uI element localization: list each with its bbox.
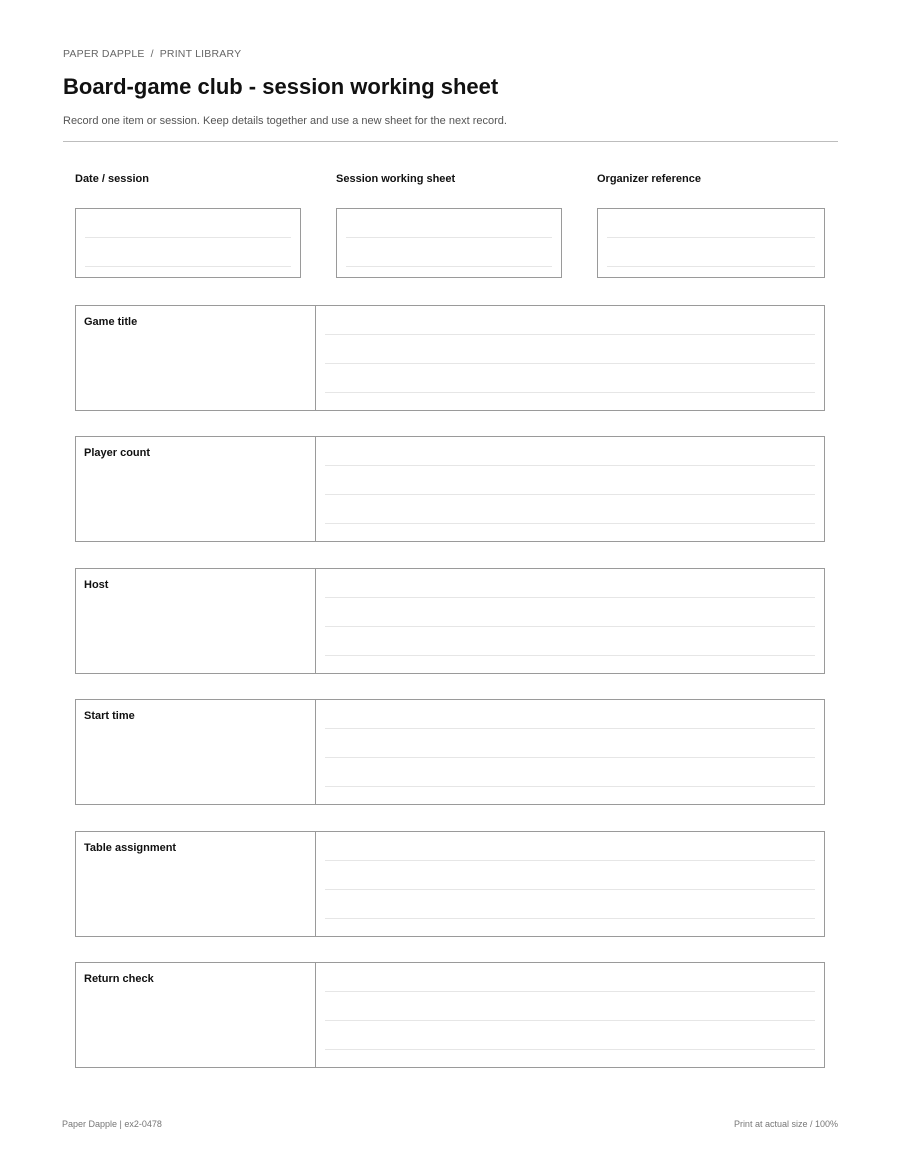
- writing-line: [325, 1020, 815, 1021]
- writing-line: [325, 918, 815, 919]
- footer-print-note: Print at actual size / 100%: [733, 1119, 838, 1129]
- title-divider: [63, 141, 838, 142]
- writing-line: [85, 266, 291, 267]
- writing-line: [85, 237, 291, 238]
- session-working-sheet-label: Session working sheet: [336, 173, 456, 185]
- breadcrumb-separator: /: [150, 48, 154, 60]
- writing-line: [325, 860, 815, 861]
- writing-line: [325, 597, 815, 598]
- writing-line: [325, 991, 815, 992]
- writing-line: [607, 266, 815, 267]
- host-field[interactable]: [316, 569, 824, 673]
- return-check-field[interactable]: [316, 963, 824, 1067]
- table-assignment-field[interactable]: [316, 832, 824, 936]
- organizer-reference-label: Organizer reference: [597, 173, 701, 185]
- return-check-row: [75, 962, 825, 1068]
- writing-line: [325, 465, 815, 466]
- game-title-label-cell: [76, 306, 316, 410]
- writing-line: [325, 392, 815, 393]
- writing-line: [325, 626, 815, 627]
- table-assignment-row: [75, 831, 825, 937]
- start-time-row: [75, 699, 825, 805]
- writing-line: [325, 655, 815, 656]
- session-working-sheet-field[interactable]: [336, 208, 562, 278]
- writing-line: [325, 889, 815, 890]
- writing-line: [325, 523, 815, 524]
- page-title: Board-game club - session working sheet: [63, 74, 499, 99]
- return-check-label: Return check: [84, 973, 154, 985]
- breadcrumb-section: PRINT LIBRARY: [159, 48, 242, 60]
- writing-line: [325, 363, 815, 364]
- table-assignment-label: Table assignment: [84, 842, 177, 854]
- writing-line: [346, 237, 552, 238]
- host-label-cell: [76, 569, 316, 673]
- player-count-label: Player count: [84, 447, 151, 459]
- writing-line: [325, 1049, 815, 1050]
- organizer-reference-field[interactable]: [597, 208, 825, 278]
- player-count-row: [75, 436, 825, 542]
- writing-line: [325, 334, 815, 335]
- return-check-label-cell: [76, 963, 316, 1067]
- start-time-field[interactable]: [316, 700, 824, 804]
- writing-line: [325, 494, 815, 495]
- game-title-label: Game title: [84, 316, 138, 328]
- player-count-label-cell: [76, 437, 316, 541]
- start-time-label: Start time: [84, 710, 135, 722]
- host-row: [75, 568, 825, 674]
- writing-line: [325, 757, 815, 758]
- game-title-field[interactable]: [316, 306, 824, 410]
- writing-line: [346, 266, 552, 267]
- date-session-field[interactable]: [75, 208, 301, 278]
- writing-line: [325, 728, 815, 729]
- writing-line: [607, 237, 815, 238]
- host-label: Host: [84, 579, 109, 591]
- page-subtitle: Record one item or session. Keep details together and use a new sheet for the next record.: [63, 115, 507, 127]
- game-title-row: [75, 305, 825, 411]
- breadcrumb: [63, 48, 241, 60]
- table-assignment-label-cell: [76, 832, 316, 936]
- breadcrumb-brand: PAPER DAPPLE: [63, 48, 145, 60]
- date-session-label: Date / session: [75, 173, 149, 185]
- footer-source: Paper Dapple | ex2-0478: [62, 1119, 162, 1129]
- player-count-field[interactable]: [316, 437, 824, 541]
- start-time-label-cell: [76, 700, 316, 804]
- writing-line: [325, 786, 815, 787]
